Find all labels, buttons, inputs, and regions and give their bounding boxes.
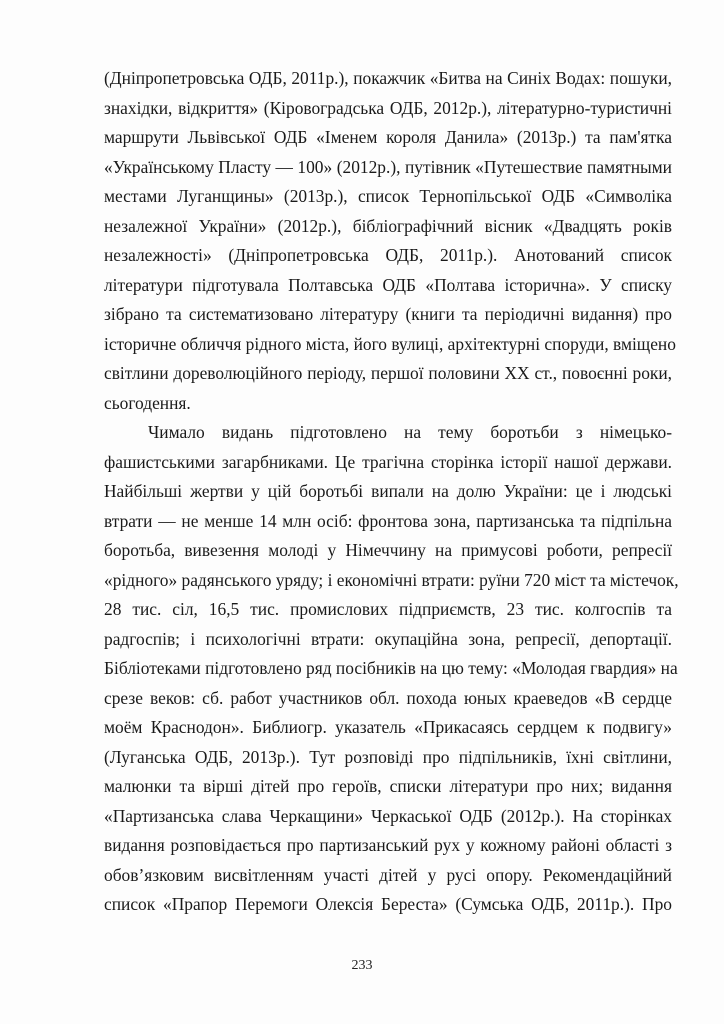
text-line: літератури підготувала Полтавська ОДБ «Полтава історична». У списку [104, 274, 672, 295]
text-line: «Партизанська слава Черкащини» Черкаської ОДБ (2012р.). На сторінках [104, 805, 672, 826]
text-line: местами Луганщины» (2013р.), список Тернопільської ОДБ «Символіка [104, 186, 672, 206]
paragraph-main [104, 418, 679, 920]
text-line: (Луганська ОДБ, 2013р.). Тут розповіді про підпільників, їхні світлини, [104, 746, 672, 767]
text-line: моём Краснодон». Библиогр. указатель «Прикасаясь сердцем к подвигу» [104, 717, 672, 737]
text-line: радгоспів; і психологічні втрати: окупаційна зона, репресії, депортації. [104, 628, 672, 649]
text-line: фашистськими загарбниками. Це трагічна сторінка історії нашої держави. [104, 451, 672, 472]
text-line: видання розповідається про партизанський рух у кожному районі області з [104, 835, 672, 855]
text-line: срезе веков: сб. работ участников обл. похода юных краеведов «В сердце [104, 687, 672, 708]
text-line: малюнки та вірші дітей про героїв, списки літератури про них; видання [104, 776, 672, 796]
text-line: обов’язковим висвітленням участі дітей у русі опору. Рекомендаційний [104, 864, 672, 885]
text-line: знахідки, відкриття» (Кіровоградська ОДБ, 2012р.), літературно-туристичні [104, 97, 672, 118]
page-number: 233 [351, 958, 373, 973]
text-line: 28 тис. сіл, 16,5 тис. промислових підприємств, 23 тис. колгоспів та [104, 599, 672, 619]
text-line: «Українському Пласту — 100» (2012р.), путівник «Путешествие памятными [104, 156, 672, 177]
text-line: Чимало видань підготовлено на тему боротьби з німецько- [148, 422, 672, 442]
text-line: список «Прапор Перемоги Олексія Береста» (Сумська ОДБ, 2011р.). Про [104, 894, 672, 914]
text-line: «рідного» радянського уряду; і економічні втрати: руїни 720 міст та містечок, [104, 569, 679, 590]
text-line: Бібліотеками підготовлено ряд посібників на цю тему: «Молодая гвардия» на [104, 658, 678, 678]
text-line: (Дніпропетровська ОДБ, 2011р.), покажчик «Битва на Синіх Водах: пошуки, [104, 68, 672, 88]
paragraph-continuation [104, 64, 676, 418]
text-line: історичне обличчя рідного міста, його вулиці, архітектурні споруди, вміщено [104, 333, 676, 354]
text-line: світлини дореволюційного періоду, першої половини XX ст., повоєнні роки, [104, 363, 672, 383]
text-line: незалежності» (Дніпропетровська ОДБ, 2011р.). Анотований список [104, 245, 672, 265]
text-line: незалежної України» (2012р.), бібліографічний вісник «Двадцять років [104, 215, 672, 236]
text-line: втрати — не менше 14 млн осіб: фронтова зона, партизанська та підпільна [104, 510, 672, 531]
text-line: маршрути Львівської ОДБ «Іменем короля Данила» (2013р.) та пам'ятка [104, 127, 672, 147]
text-line: сьогодення. [104, 392, 191, 413]
text-line: зібрано та систематизовано літературу (книги та періодичні видання) про [104, 304, 672, 324]
text-line: боротьба, вивезення молоді у Німеччину на примусові роботи, репресії [104, 540, 672, 560]
text-line: Найбільші жертви у цій боротьбі випали на долю України: це і людські [104, 481, 672, 501]
